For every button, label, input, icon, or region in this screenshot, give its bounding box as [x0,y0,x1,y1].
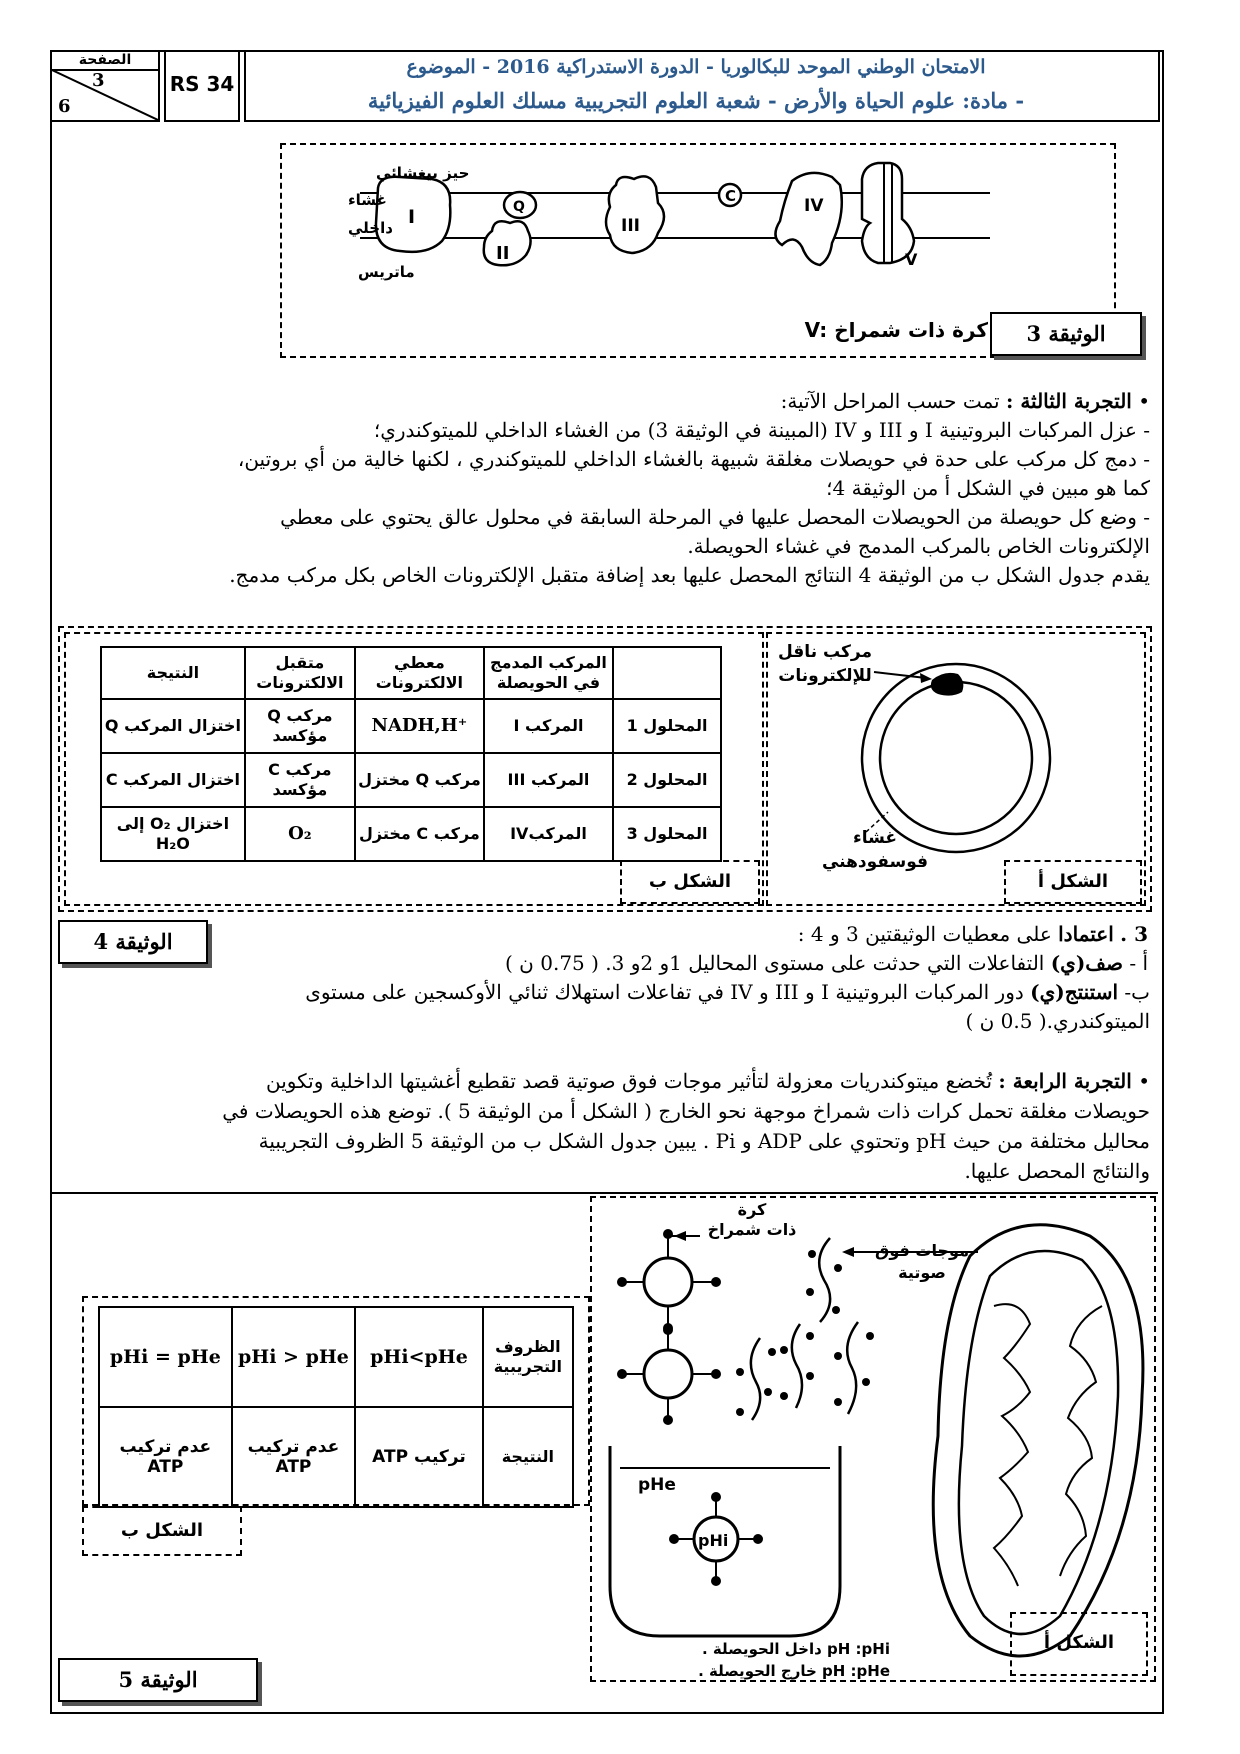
condition-cell: pHi<pHe [355,1307,483,1407]
result-header: النتيجة [483,1407,573,1507]
exp4-line3: محاليل مختلفة من حيث pH وتحتوي على ADP و Pi . يبين جدول الشكل ب من الوثيقة 5 الظروف التجريبية [258,1129,1150,1153]
q3b-prefix: ب- [1124,980,1150,1004]
result-cell: عدم تركيب ATP [99,1407,232,1507]
membrane-line-1: غشاء [853,828,897,848]
table-cell: المحلول 2 [613,753,721,807]
table-cell: مركب Q مختزل [355,753,484,807]
label-C: C [725,187,737,205]
doc5-fig-b-label: الشكل ب [82,1506,242,1556]
doc3-label: الوثيقة 3 [990,312,1142,356]
exp3-step3b: الإلكترونات الخاص بالمركب المدمج في غشاء الحويصلة. [687,534,1150,558]
exp3-outro: يقدم جدول الشكل ب من الوثيقة 4 النتائج المحصل عليها بعد إضافة متقبل الإلكترونات الخاص بكل مركب مدمج. [229,563,1150,587]
table-cell: المركبIV [484,807,613,861]
membrane-fragments [736,1238,874,1420]
phi-label: pHi [698,1531,729,1550]
doc4-fig-a-label: الشكل أ [1004,860,1142,904]
doc4-results-table [100,646,722,862]
doc5-label: الوثيقة 5 [58,1658,258,1702]
q3-lead-rest: على معطيات الوثيقتين 3 و 4 : [797,922,1052,946]
label-matrix: ماتريس [358,263,415,281]
legend-phi: pH :pHi داخل الحويصلة . [702,1640,890,1658]
exp3-step3a: - وضع كل حويصلة من الحويصلات المحصل عليها في المرحلة السابقة في محلول عالق يحتوي على معطي [280,505,1150,529]
header-cell [613,647,721,699]
doc3-caption: V: كرة ذات شمراخ [804,318,988,342]
label-Q: Q [513,199,525,215]
doc5-fig-a-label: الشكل أ [1010,1612,1148,1676]
exp3-title: التجربة الثالثة : [1005,389,1132,413]
legend-phe: pH :pHe خارج الحويصلة . [698,1662,890,1680]
q3b-text-2: الميتوكندري. [1046,1009,1150,1033]
label-V: V [905,250,918,269]
label-II: II [496,243,510,264]
table-cell: المركب III [484,753,613,807]
complex-V-shape [862,163,914,263]
table-row [101,699,721,753]
result-cell: تركيب ATP [355,1407,483,1507]
doc5-top-rule [52,1192,1158,1194]
carrier-line-2: للإلكترونات [778,666,872,686]
table-cell: اختزال O₂ إلى H₂O [101,807,245,861]
q3a-verb: صف(ي) [1050,951,1123,975]
table-row [101,807,721,861]
table-cell: المركب I [484,699,613,753]
table-cell: مركب C مختزل [355,807,484,861]
table-cell: اختزال المركب C [101,753,245,807]
header-line-2: - مادة: علوم الحياة والأرض - شعبة العلوم التجريبية مسلك العلوم الفيزيائية [367,88,1025,113]
title-box [244,50,1160,122]
exp4-line4: والنتائج المحصل عليها. [964,1159,1150,1183]
ph-legend [660,1638,890,1682]
q3-number: 3 . [1120,922,1148,946]
doc4-fig-b-label: الشكل ب [620,860,760,904]
doc4-membrane-label [820,826,930,874]
exp3-step2b: كما هو مبين في الشكل أ من الوثيقة 4؛ [826,476,1150,500]
label-IV: IV [804,196,824,216]
code-box [164,50,240,122]
complex-IV-shape [775,173,841,265]
result-cell: عدم تركيب ATP [232,1407,356,1507]
ultrasound-line-2: صوتية [898,1263,946,1282]
doc4-carrier-label [770,640,880,688]
header-cell: متقبل الالكترونات [245,647,355,699]
label-membrane-1: غشاء [348,191,387,209]
sphere-label [692,1200,812,1240]
doc5-table [98,1306,574,1508]
label-membrane-2: داخلي [348,219,393,237]
page-total: 6 [58,96,71,117]
question-3 [268,920,1148,978]
carrier-line-1: مركب ناقل [778,642,872,662]
label-I: I [408,206,416,228]
q3-lead: اعتمادا [1058,922,1114,946]
exp4-title: التجربة الرابعة : [998,1069,1132,1093]
table-cell: اختزال المركب Q [101,699,245,753]
q3a-points: ( 0.75 ن ) [505,951,599,975]
table-cell: O₂ [245,807,355,861]
header-cell: المركب المدمج في الحويصلة [484,647,613,699]
table-cell: المحلول 3 [613,807,721,861]
sphere-line-1: كرة [737,1200,767,1219]
ultrasound-label [862,1240,982,1284]
exp3-step1: - عزل المركبات البروتينية I و III و IV (المبينة في الوثيقة 3) من الغشاء الداخلي للميتوكندري؛ [373,418,1150,442]
membrane-line-2: فوسفودهني [821,852,929,872]
doc4-label: الوثيقة 4 [58,920,208,964]
condition-header: الظروف التجريبية [483,1307,573,1407]
sphere-line-2: ذات شمراخ [707,1220,797,1239]
table-cell: مركب C مؤكسد [245,753,355,807]
q3b-text: دور المركبات البروتينية I و III و IV في تفاعلات استهلاك ثنائي الأوكسجين على مستوى [305,980,1024,1004]
table-cell: NADH,H⁺ [355,699,484,753]
question-3b [58,978,1150,1036]
page-number-box [50,50,160,122]
exp3-step2a: - دمج كل مركب على حدة في حويصلات مغلقة شبيهة بالغشاء الداخلي للميتوكندري ، لكنها خالية من أي بروتين، [237,447,1150,471]
header-line-1: الامتحان الوطني الموحد للبكالوريا - الدورة الاستدراكية 2016 - الموضوع [406,56,986,78]
doc5-result-row [99,1407,573,1507]
ultrasound-line-1: موجات فوق [875,1241,969,1260]
condition-cell: pHi = pHe [99,1307,232,1407]
exp4-line1: تُخضع ميتوكندريات معزولة لتأثير موجات فوق صوتية قصد تقطيع أغشيتها الداخلية وتكوين [265,1069,993,1093]
label-intermembrane: حيز بيغشائي [376,164,470,182]
experiment-3-text: • التجربة الثالثة : تمت حسب المراحل الآتية: - عزل المركبات البروتينية I و III و IV (المبينة في الوثيقة 3) من الغشاء الداخلي للميتوكندري؛ - دمج كل مركب على حدة في حويصلات مغلقة شبيهة بالغشاء الداخلي للميتوكندري ، لكنها خالية من أي بروتين، كما هو مبين في الشكل أ من الوثيقة 4؛ - وضع كل حويصلة من الحويصلات المحصل عليها في المرحلة السابقة في محلول عالق يحتوي على معطي الإلكترونات الخاص بالمركب المدمج في غشاء الحويصلة. يقدم جدول الشكل ب من الوثيقة 4 النتائج المحصل عليها بعد إضافة متقبل الإلكترونات الخاص بكل مركب مدمج. [58,387,1150,590]
q3a-prefix: أ - [1129,951,1148,975]
exam-code: RS 34 [169,72,235,96]
header-cell: معطي الالكترونات [355,647,484,699]
vesicle-with-spheres-1 [617,1229,721,1335]
experiment-4-text: • التجربة الرابعة : تُخضع ميتوكندريات معزولة لتأثير موجات فوق صوتية قصد تقطيع أغشيتها الداخلية وتكوين حويصلات مغلقة تحمل كرات ذات شمراخ موجهة نحو الخارج ( الشكل أ من الوثيقة 5 ). توضع هذه الحويصلات في محاليل مختلفة من حيث pH وتحتوي على ADP و Pi . يبين جدول الشكل ب من الوثيقة 5 الظروف التجريبية والنتائج المحصل عليها. [58,1066,1150,1186]
complex-III-shape [606,176,664,253]
table-header-row [101,647,721,699]
condition-cell: pHi > pHe [232,1307,356,1407]
exp3-intro: تمت حسب المراحل الآتية: [780,389,1000,413]
exp4-line2: حويصلات مغلقة تحمل كرات ذات شمراخ موجهة نحو الخارج ( الشكل أ من الوثيقة 5 ). توضع هذه الحويصلات في [222,1099,1150,1123]
table-row [101,753,721,807]
q3b-points: ( 0.5 ن ) [965,1009,1047,1033]
page-number: 3 [92,70,105,91]
label-III: III [621,216,640,236]
page-word: الصفحة [78,52,132,68]
q3b-verb: استنتج(ي) [1030,980,1119,1004]
phe-label: pHe [638,1475,676,1495]
table-cell: المحلول 1 [613,699,721,753]
vesicle-with-spheres-2 [617,1323,721,1425]
table-cell: مركب Q مؤكسد [245,699,355,753]
q3a-text: التفاعلات التي حدثت على مستوى المحاليل 1و 2و 3. [605,951,1045,975]
doc5-condition-row [99,1307,573,1407]
mitochondrion-outer [933,1225,1143,1656]
header-cell: النتيجة [101,647,245,699]
